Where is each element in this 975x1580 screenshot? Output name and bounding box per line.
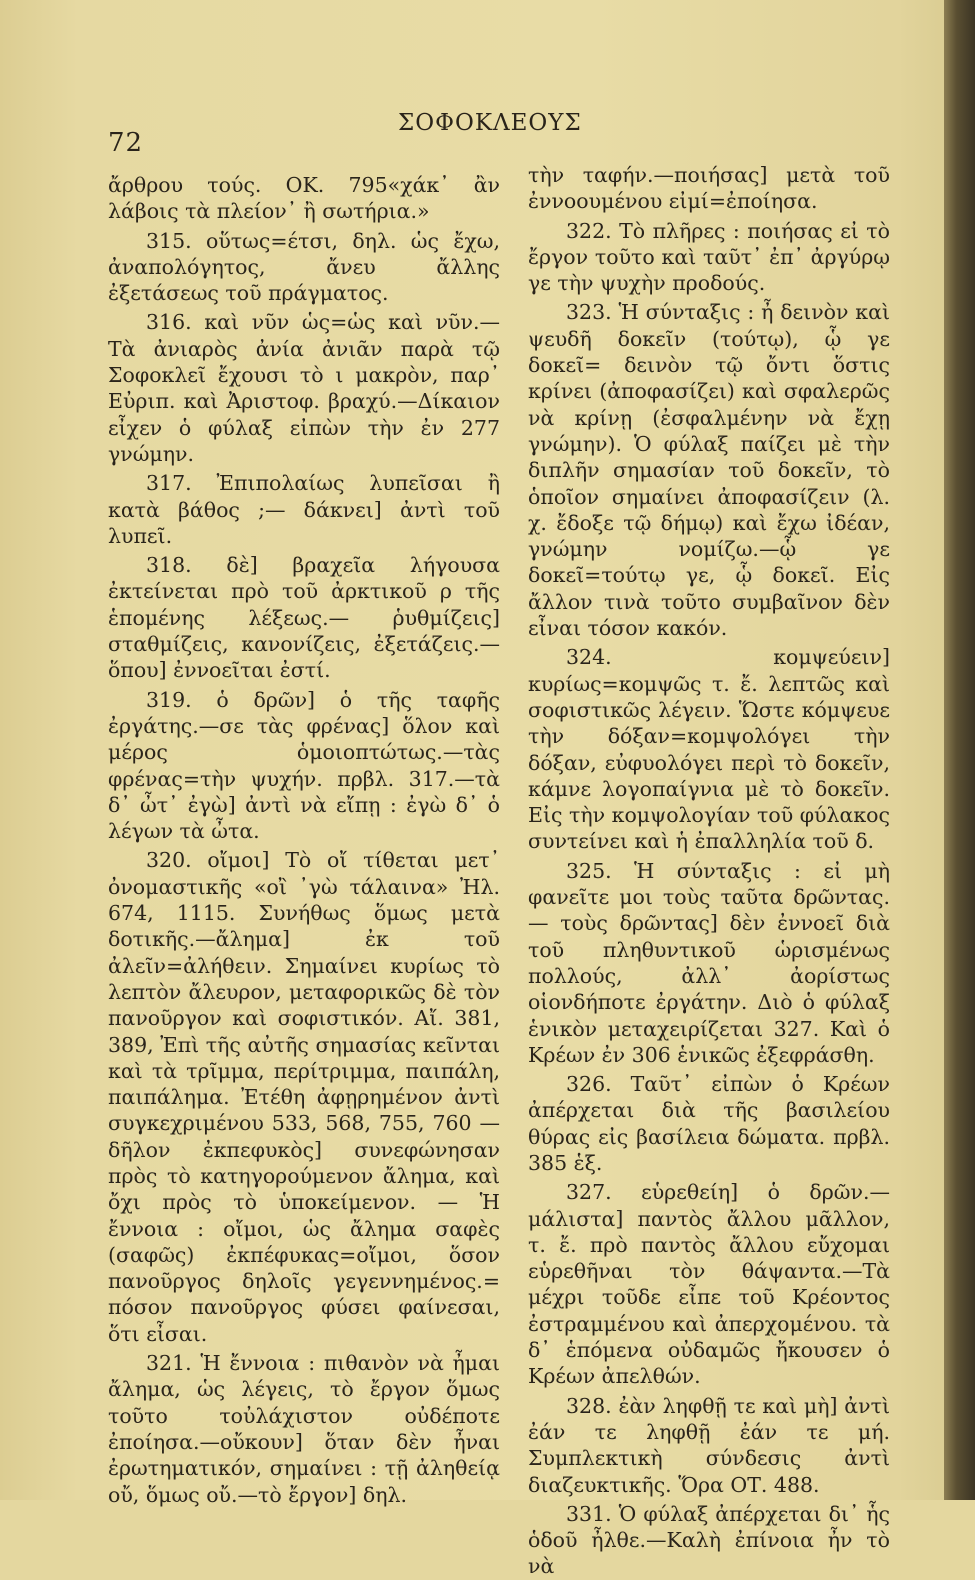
paragraph: 326. Ταῦτ᾿ εἰπὼν ὁ Κρέων ἀπέρχεται διὰ τῆς βασιλείου θύρας εἰς βασίλεια δώματα. πρβλ. 385 ἑξ. [528, 1072, 890, 1175]
paragraph: 325. Ἡ σύνταξις : εἰ μὴ φανεῖτε μοι τοὺς ταῦτα δρῶντας. — τοὺς δρῶντας] δὲν ἐννοεῖ διὰ τοῦ πληθυντικοῦ ὡρισμένως πολλούς, ἀλλ᾿ ἀορίστως οἱονδήποτε ἐργάτην. Διὸ ὁ φύλαξ ἑνικὸν μεταχειρίζεται 327. Καὶ ὁ Κρέων ἐν 306 ἑνικῶς ἐξεφράσθη. [528, 858, 890, 1067]
paragraph: τὴν ταφήν.—ποιήσας] μετὰ τοῦ ἐννοουμένου εἰμί=ἐποίησα. [528, 163, 890, 214]
running-header: ΣΟΦΟΚΛΕΟΥΣ [398, 110, 582, 136]
paragraph: 315. οὕτως=έτσι, δηλ. ὡς ἔχω, ἀναπολόγητος, ἄνευ ἄλλης ἐξετάσεως τοῦ πράγματος. [108, 228, 500, 306]
paragraph: 317. Ἐπιπολαίως λυπεῖσαι ἢ κατὰ βάθος ;— δάκνει] ἀντὶ τοῦ λυπεῖ. [108, 471, 500, 548]
paragraph: ἄρθρου τούς. ΟΚ. 795«χάκ᾿ ἂν λάβοις τὰ πλείον᾿ ἢ σωτήρια.» [108, 173, 500, 224]
book-binding-edge [944, 0, 975, 1500]
page-number: 72 [108, 128, 144, 158]
paragraph: 318. δὲ] βραχεῖα λήγουσα ἐκτείνεται πρὸ τοῦ ἀρκτικοῦ ρ τῆς ἑπομένης λέξεως.— ῥυθμίζεις] σταθμίζεις, κανονίζεις, ἐξετάζεις.—ὅπου] ἐννοεῖται ἐστί. [108, 553, 500, 683]
paragraph: 328. ἐὰν ληφθῇ τε καὶ μὴ] ἀντὶ ἐάν τε ληφθῇ ἐάν τε μή. Συμπλεκτικὴ σύνδεσις ἀντὶ διαζευκτικῆς. Ὅρα ΟΤ. 488. [528, 1393, 890, 1497]
paragraph: 319. ὁ δρῶν] ὁ τῆς ταφῆς ἐργάτης.—σε τὰς φρένας] ὅλον καὶ μέρος ὁμοιοπτώτως.—τὰς φρένας=τὴν ψυχήν. πρβλ. 317.—τὰ δ᾿ ὦτ᾿ ἐγὼ] ἀντὶ νὰ εἴπῃ : ἐγὼ δ᾿ ὁ λέγων τὰ ὦτα. [108, 687, 500, 844]
right-column [528, 162, 890, 1580]
paragraph: 321. Ἡ ἔννοια : πιθανὸν νὰ ἦμαι ἄλημα, ὡς λέγεις, τὸ ἔργον ὅμως τοῦτο τοὐλάχιστον οὐδέποτε ἐποίησα.—οὔκουν] ὅταν δὲν ἦναι ἐρωτηματικόν, σημαίνει : τῇ ἀληθείᾳ οὔ, ὅμως οὔ.—τὸ ἔργον] δηλ. [108, 1351, 500, 1507]
paragraph: 324. κομψεύειν] κυρίως=κομψῶς τ. ἔ. λεπτῶς καὶ σοφιστικῶς λέγειν. Ὥστε κόμψευε τὴν δόξαν=κομψολόγει τὴν δόξαν, εὐφυολόγει περὶ τὸ δοκεῖν, κάμνε λογοπαίγνια μὲ τὸ δοκεῖν. Εἰς τὴν κομψολογίαν τοῦ φύλακος συντείνει καὶ ἡ ἐπαλληλία τοῦ δ. [528, 645, 890, 854]
paragraph: 327. εὑρεθείη] ὁ δρῶν.—μάλιστα] παντὸς ἄλλου μᾶλλον, τ. ἔ. πρὸ παντὸς ἄλλου εὔχομαι εὑρεθῆναι τὸν θάψαντα.—Τὰ μέχρι τοῦδε εἶπε τοῦ Κρέοντος ἐστραμμένου καὶ ἀπερχομένου. τὰ δ᾿ ἑπόμενα οὐδαμῶς ἤκουσεν ὁ Κρέων ἀπελθών. [528, 1180, 890, 1389]
paragraph: 320. οἴμοι] Τὸ οἴ τίθεται μετ᾿ ὀνομαστικῆς «οἲ ᾿γὼ τάλαινα» Ἠλ. 674, 1115. Συνήθως ὅμως μετὰ δοτικῆς.—ἄλημα] ἐκ τοῦ ἀλεῖν=ἀλήθειν. Σημαίνει κυρίως τὸ λεπτὸν ἄλευρον, μεταφορικῶς δὲ τὸν πανοῦργον καὶ σοφιστικόν. Αἴ. 381, 389, Ἐπὶ τῆς αὐτῆς σημασίας κεῖνται καὶ τὰ τρῖμμα, περίτριμμα, παιπάλη, παιπάλημα. Ἐτέθη ἀφῃρημένον ἀντὶ συγκεχριμένου 533, 568, 755, 760 —δῆλον ἐκπεφυκὸς] συνεφώνησαν πρὸς τὸ κατηγορούμενον ἄλημα, καὶ ὄχι πρὸς τὸ ὑποκείμενον. — Ἡ ἔννοια : οἴμοι, ὡς ἄλημα σαφὲς (σαφῶς) ἐκπέφυκας=οἴμοι, ὅσον πανοῦργος δηλοῖς γεγεννημένος.= πόσον πανοῦργος φύσει φαίνεσαι, ὅτι εἶσαι. [108, 848, 500, 1346]
paragraph: 323. Ἡ σύνταξις : ἦ δεινὸν καὶ ψευδῆ δοκεῖν (τούτῳ), ᾧ γε δοκεῖ= δεινὸν τῷ ὄντι ὅστις κρίνει (ἀποφασίζει) καὶ σφαλερῶς νὰ κρίνῃ (ἐσφαλμένην νὰ ἔχῃ γνώμην). Ὁ φύλαξ παίζει μὲ τὴν διπλῆν σημασίαν τοῦ δοκεῖν, τὸ ὁποῖον σημαίνει ἀποφασίζειν (λ. χ. ἔδοξε τῷ δήμῳ) καὶ ἔχω ἰδέαν, γνώμην νομίζω.—ᾧ γε δοκεῖ=τούτῳ γε, ᾧ δοκεῖ. Εἰς ἄλλον τινὰ τοῦτο συμβαῖνον δὲν εἶναι τόσον κακόν. [528, 300, 890, 641]
paragraph: 322. Τὸ πλῆρες : ποιήσας εἰ τὸ ἔργον τοῦτο καὶ ταῦτ᾿ ἐπ᾿ ἀργύρῳ γε τὴν ψυχὴν προδούς. [528, 218, 890, 296]
paragraph: 316. καὶ νῦν ὡς=ὡς καὶ νῦν.— Τὰ ἀνιαρὸς ἀνία ἀνιᾶν παρὰ τῷ Σοφοκλεῖ ἔχουσι τὸ ι μακρὸν, παρ᾿ Εὐριπ. καὶ Ἀριστοφ. βραχύ.—Δίκαιον εἶχεν ὁ φύλαξ εἰπὼν τὴν ἐν 277 γνώμην. [108, 310, 500, 466]
left-column [108, 172, 500, 1508]
paragraph: 331. Ὁ φύλαξ ἀπέρχεται δι᾿ ἧς ὁδοῦ ἦλθε.—Καλὴ ἐπίνοια ἦν τὸ νὰ [528, 1501, 890, 1579]
